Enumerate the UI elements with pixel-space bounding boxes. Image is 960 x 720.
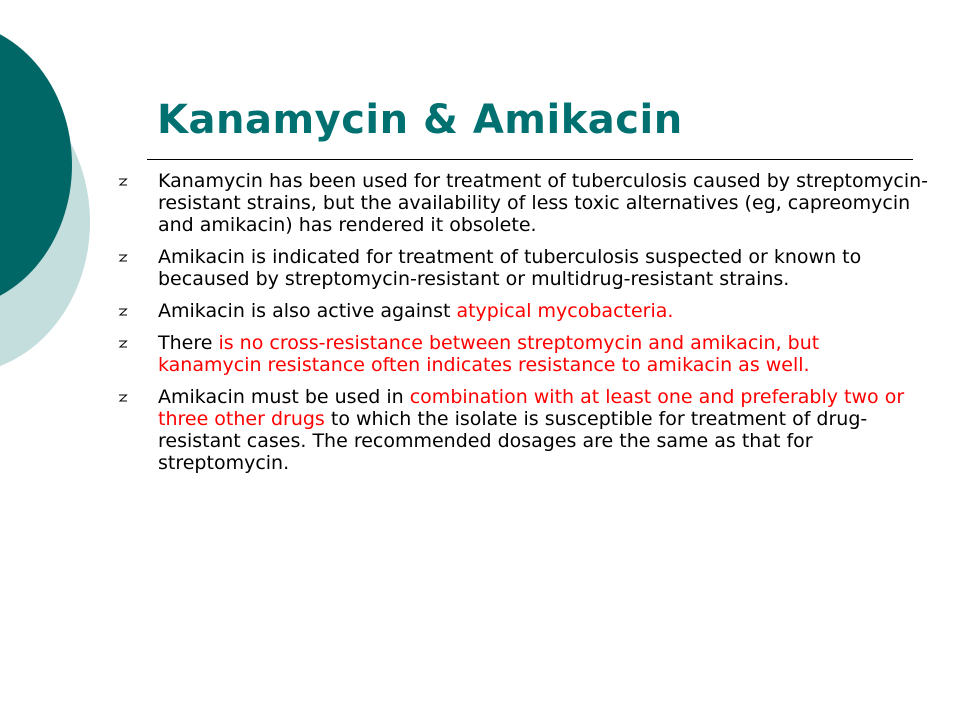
bullet-item [118, 332, 928, 376]
bullet-text [158, 300, 673, 322]
body-text: Kanamycin has been used for treatment of tuberculosis caused by streptomycin-resistant strains, but the availability of less toxic alternatives (eg, capreomycin and amikacin) has rendered it obsolete. [158, 170, 929, 236]
bullet-text [158, 170, 928, 236]
title-underline [147, 159, 913, 160]
bullet-arrow-icon [118, 254, 128, 262]
highlighted-text: atypical mycobacteria. [456, 300, 674, 322]
bullet-arrow-icon [118, 340, 128, 348]
bullet-arrow-icon [118, 308, 128, 316]
slide-title: Kanamycin & Amikacin [157, 97, 683, 143]
bullet-text [158, 246, 861, 290]
bullet-arrow-icon [118, 394, 128, 402]
body-text: to which the isolate is susceptible for treatment of drug-resistant cases. The recommended dosages are the same as that for streptomycin. [158, 408, 868, 474]
bullet-item [118, 246, 928, 290]
bullet-text [158, 332, 819, 376]
body-text: Amikacin must be used in [158, 386, 410, 408]
highlighted-text: is no cross-resistance between streptomycin and amikacin, but kanamycin resistance often indicates resistance to amikacin as well. [158, 332, 820, 376]
bullet-item [118, 300, 928, 322]
body-text: Amikacin is indicated for treatment of tuberculosis suspected or known to becaused by streptomycin-resistant or multidrug-resistant strains. [158, 246, 862, 290]
bullet-arrow-icon [118, 178, 128, 186]
body-text: There [158, 332, 219, 354]
body-text: Amikacin is also active against [158, 300, 457, 322]
bullet-list [118, 170, 928, 484]
bullet-item [118, 170, 928, 236]
highlighted-text: combination with at least one and preferably two or three other drugs [158, 386, 905, 430]
bullet-item [118, 386, 928, 474]
bullet-text [158, 386, 904, 474]
